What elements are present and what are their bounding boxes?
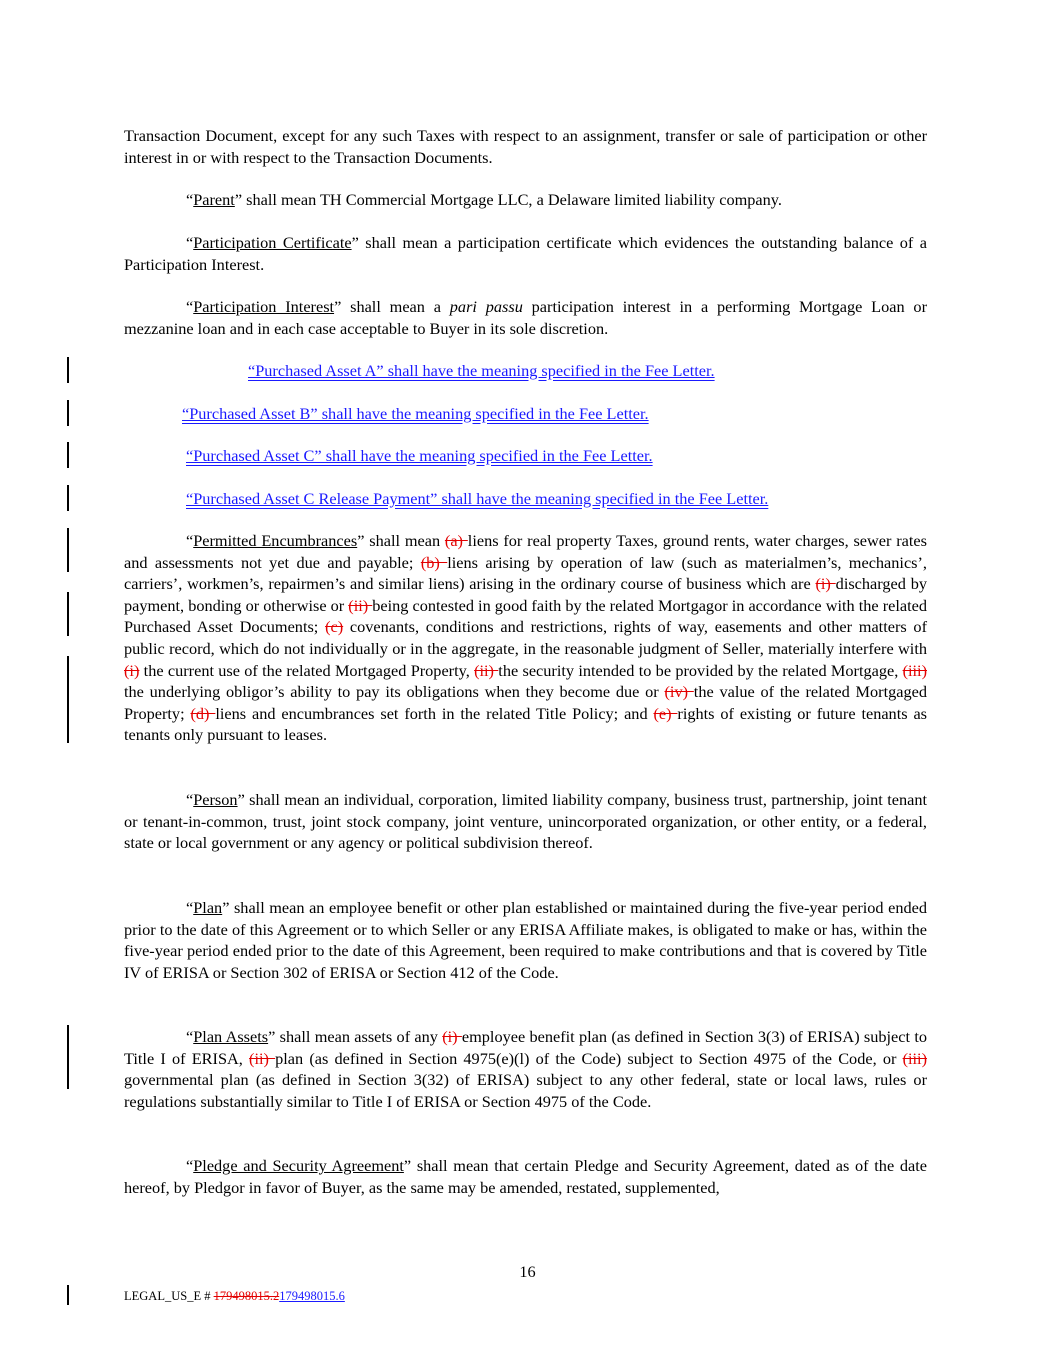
inserted-definition-purchased-asset-b: “Purchased Asset B” shall have the meaning specified in the Fee Letter. xyxy=(182,404,649,423)
change-bar xyxy=(67,357,69,383)
change-bar xyxy=(67,656,69,743)
deleted-document-id: 179498015.2 xyxy=(213,1289,280,1303)
change-bar xyxy=(67,442,69,468)
deleted-text: (ii) xyxy=(249,1048,276,1068)
deleted-text: (b) xyxy=(420,552,448,572)
change-bar xyxy=(67,592,69,636)
defined-term: Parent xyxy=(193,190,235,209)
inserted-definition-purchased-asset-a: “Purchased Asset A” shall have the meaning specified in the Fee Letter. xyxy=(248,361,715,380)
change-bar xyxy=(67,400,69,426)
defined-term: Plan xyxy=(193,898,223,917)
deleted-text: (ii) xyxy=(348,595,373,615)
document-id-footer: LEGAL_US_E # 179498015.2179498015.6 xyxy=(124,1289,345,1303)
change-bar xyxy=(67,1025,69,1089)
change-bar xyxy=(67,1285,69,1305)
deleted-text: (a) xyxy=(444,531,468,550)
defined-term: Permitted Encumbrances xyxy=(193,531,358,550)
defined-term: Person xyxy=(193,790,238,809)
deleted-text: (iii) xyxy=(902,1048,928,1068)
deleted-text: (iv) xyxy=(664,682,694,702)
deleted-text: (i) xyxy=(442,1027,462,1046)
inserted-document-id: 179498015.6 xyxy=(279,1289,345,1303)
defined-term: Plan Assets xyxy=(193,1027,269,1046)
defined-term: Participation Certificate xyxy=(193,233,352,252)
paragraph-transaction-document: Transaction Document, except for any such Taxes with respect to an assignment, transfer or sale of participation or other interest in or with respect to the Transaction Documents. xyxy=(124,126,927,167)
definition-permitted-encumbrances: “Permitted Encumbrances” shall mean (a) liens for real property Taxes, ground rents, water charges, sewer rates and assessments not yet due and payable; (b) liens arising by operation of law (such as materialmen’s, mechanics’, carriers’, workmen’s, repairmen’s and similar liens) arising in the ordinary course of business which are (i) discharged by payment, bonding or otherwise or (ii) being contested in good faith by the related Mortgagor in accordance with the related Purchased Asset Documents; (c) covenants, conditions and restrictions, rights of way, easements and other matters of public record, which do not individually or in the aggregate, in the reasonable judgment of Seller, materially interfere with (i) the current use of the related Mortgaged Property, (ii) the security intended to be provided by the related Mortgage, (iii) the underlying obligor’s ability to pay its obligations when they become due or (iv) the value of the related Mortgaged Property; (d) liens and encumbrances set forth in the related Title Policy; and (e) rights of existing or future tenants as tenants only pursuant to leases. xyxy=(124,531,928,745)
deleted-text: (i) xyxy=(124,660,140,680)
definition-plan: “Plan” shall mean an employee benefit or other plan established or maintained during the five-year period ended prior to the date of this Agreement or to which Seller or any ERISA Affiliate makes, is obligated to make or has, within the five-year period ended prior to the date of this Agreement, been required to make contributions and that is covered by Title IV of ERISA or Section 302 of ERISA or Section 412 of the Code. xyxy=(124,898,927,982)
definition-participation-interest: “Participation Interest” shall mean a pari passu participation interest in a performing Mortgage Loan or mezzanine loan and in each case acceptable to Buyer in its sole discretion. xyxy=(124,297,927,338)
definition-plan-assets: “Plan Assets” shall mean assets of any (i) employee benefit plan (as defined in Section 3(3) of ERISA) subject to Title I of ERISA, (ii) plan (as defined in Section 4975(e)(l) of the Code) subject to Section 4975 of the Code, or (iii) governmental plan (as defined in Section 3(32) of ERISA) subject to any other federal, state or local laws, rules or regulations substantially similar to Title I of ERISA or Section 4975 of the Code. xyxy=(124,1027,928,1111)
definition-person: “Person” shall mean an individual, corporation, limited liability company, business trust, partnership, joint tenant or tenant-in-common, trust, joint stock company, joint venture, unincorporated organization, or other entity, or a federal, state or local government or any agency or political subdivision thereof. xyxy=(124,790,927,853)
deleted-text: (ii) xyxy=(474,660,499,680)
deleted-text: (c) xyxy=(325,617,344,637)
definition-participation-certificate: “Participation Certificate” shall mean a participation certificate which evidences the outstanding balance of a Participation Interest. xyxy=(124,233,927,274)
deleted-text: (e) xyxy=(653,703,678,723)
inserted-definition-purchased-asset-c-release-payment: “Purchased Asset C Release Payment” shall have the meaning specified in the Fee Letter. xyxy=(186,489,769,508)
definition-parent: “Parent” shall mean TH Commercial Mortgage LLC, a Delaware limited liability company. xyxy=(186,190,782,209)
change-bar xyxy=(67,528,69,572)
page-number: 16 xyxy=(519,1262,536,1281)
inserted-definition-purchased-asset-c: “Purchased Asset C” shall have the meaning specified in the Fee Letter. xyxy=(186,446,653,465)
deleted-text: (i) xyxy=(815,574,836,594)
defined-term: Pledge and Security Agreement xyxy=(193,1156,404,1175)
deleted-text: (d) xyxy=(190,703,216,723)
deleted-text: (iii) xyxy=(902,660,927,680)
defined-term: Participation Interest xyxy=(193,297,335,316)
definition-pledge-and-security-agreement: “Pledge and Security Agreement” shall mean that certain Pledge and Security Agreement, dated as of the date hereof, by Pledgor in favor of Buyer, as the same may be amended, restated, supplemented, xyxy=(124,1156,928,1197)
change-bar xyxy=(67,485,69,511)
